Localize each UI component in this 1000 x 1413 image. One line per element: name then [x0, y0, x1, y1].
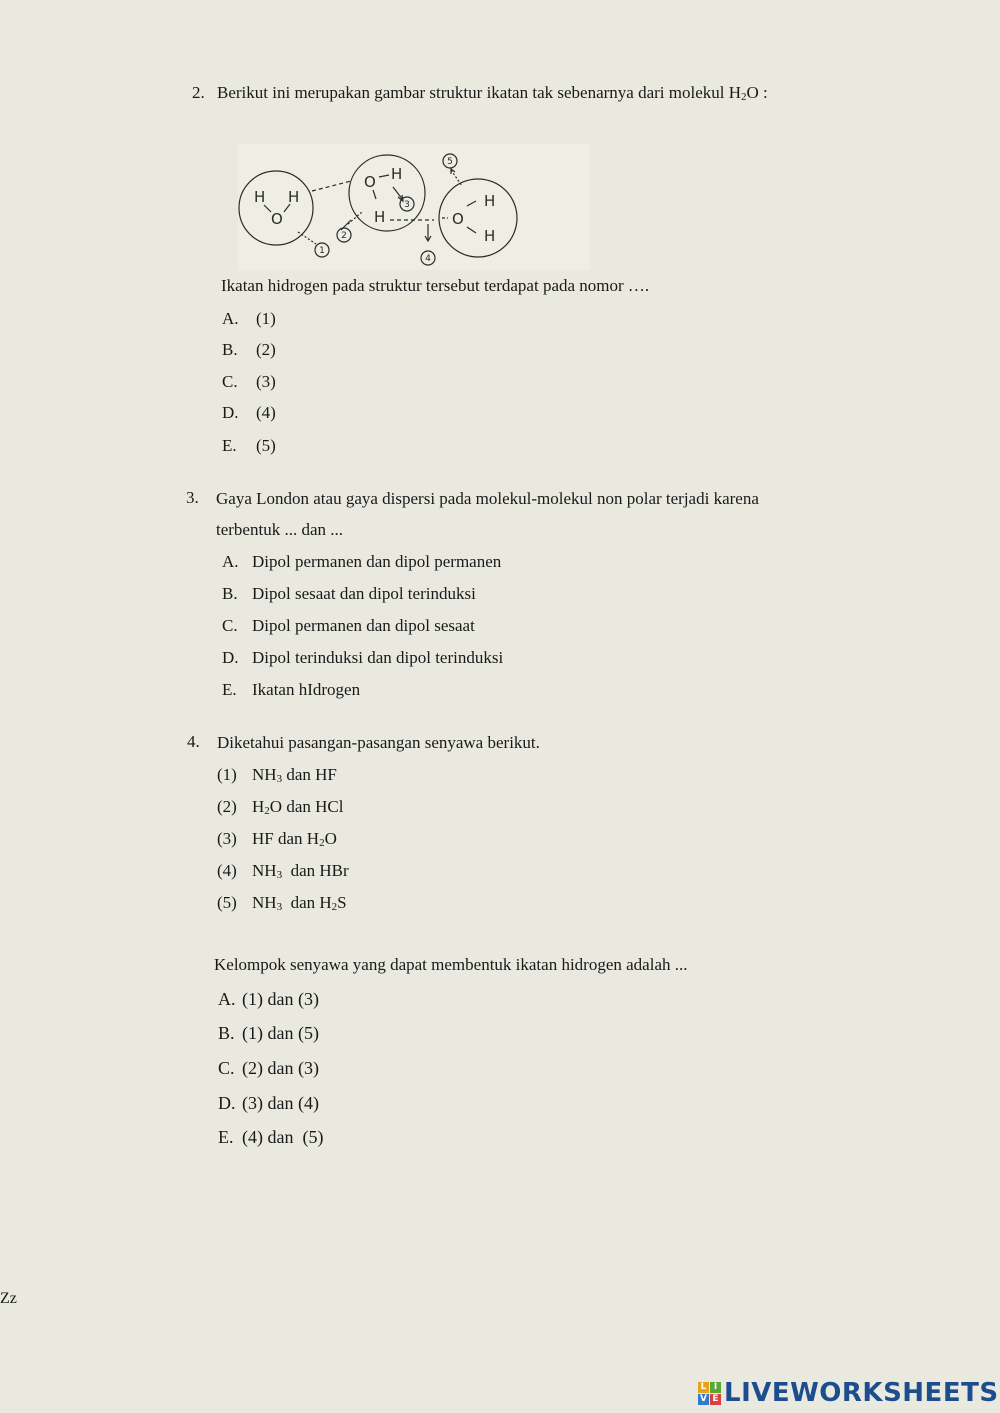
liveworksheets-logo[interactable]	[698, 1377, 999, 1409]
atom-o-middle: O	[364, 173, 376, 191]
q2-text-main: Berikut ini merupakan gambar struktur ikatan tak sebenarnya dari molekul H	[217, 83, 742, 102]
q4-option-b[interactable]: (1) dan (5)	[242, 1023, 319, 1043]
q2-option-e[interactable]: (5)	[256, 436, 276, 455]
logo-tiles-icon	[698, 1382, 721, 1405]
q2-number: 2.	[192, 83, 205, 102]
q3-option-b[interactable]: Dipol sesaat dan dipol terinduksi	[252, 584, 476, 603]
atom-h-middle-2: H	[374, 208, 386, 226]
logo-tile-e: E	[710, 1394, 721, 1405]
compound-a-tail: O	[269, 797, 283, 816]
callout-2: 2	[341, 231, 347, 241]
logo-tile-l: L	[698, 1382, 709, 1393]
q3-option-d[interactable]: Dipol terinduksi dan dipol terinduksi	[252, 648, 504, 667]
compound-a: NH	[252, 765, 277, 784]
q3-number: 3.	[186, 488, 199, 507]
compound-a: NH	[252, 861, 277, 880]
q4-pair-3	[252, 829, 337, 849]
callout-4: 4	[425, 254, 431, 264]
q2-option-b[interactable]: (2)	[256, 340, 276, 359]
compound-b-sub: 2	[319, 837, 325, 849]
atom-o-left: O	[271, 210, 283, 228]
compound-a-sub: 3	[276, 901, 283, 913]
q4-pair-3-num: (3)	[217, 829, 237, 848]
q4-option-d[interactable]: (3) dan (4)	[242, 1093, 319, 1113]
q4-option-e[interactable]: (4) dan (5)	[242, 1127, 324, 1147]
q2-option-e-letter: E.	[222, 436, 237, 455]
compound-a: NH	[252, 893, 277, 912]
atom-h-left-1: H	[254, 188, 266, 206]
q4-option-e-letter: E.	[218, 1127, 234, 1147]
atom-o-right: O	[452, 210, 464, 228]
pair-conjunction: dan	[282, 765, 316, 784]
h2o-diagram-svg	[238, 144, 590, 270]
q4-option-c-letter: C.	[218, 1058, 235, 1078]
compound-b: H	[306, 829, 320, 848]
compound-b-tail: S	[337, 893, 347, 912]
q4-text: Diketahui pasangan-pasangan senyawa berikut.	[217, 733, 540, 752]
q3-option-e-letter: E.	[222, 680, 237, 699]
callout-5: 5	[447, 157, 453, 167]
q2-option-a[interactable]: (1)	[256, 309, 276, 328]
q4-option-a[interactable]: (1) dan (3)	[242, 989, 319, 1009]
compound-b-sub: 2	[331, 901, 338, 913]
margin-note: Zz	[0, 1290, 17, 1307]
atom-h-right-2: H	[484, 227, 496, 245]
compound-b-tail: O	[324, 829, 337, 848]
atom-h-middle-1: H	[391, 165, 403, 183]
q4-pair-5-num: (5)	[217, 893, 237, 912]
q3-option-c-letter: C.	[222, 616, 238, 635]
q3-option-b-letter: B.	[222, 584, 238, 603]
q4-question: Kelompok senyawa yang dapat membentuk ikatan hidrogen adalah ...	[214, 955, 688, 974]
logo-text: LIVEWORKSHEETS	[724, 1378, 999, 1408]
compound-a-sub: 2	[264, 805, 270, 817]
compound-b: HCl	[315, 797, 344, 816]
callout-3: 3	[404, 200, 410, 210]
compound-a: HF	[252, 829, 274, 848]
pair-conjunction: dan	[282, 797, 316, 816]
q4-option-b-letter: B.	[218, 1023, 235, 1043]
q3-line1: Gaya London atau gaya dispersi pada molekul-molekul non polar terjadi karena	[216, 489, 759, 508]
compound-b: H	[319, 893, 332, 912]
q2-option-d-letter: D.	[222, 403, 239, 422]
logo-tile-v: V	[698, 1394, 709, 1405]
molecule-right-circle	[439, 179, 517, 257]
pair-conjunction: dan	[273, 829, 307, 848]
q2-option-b-letter: B.	[222, 340, 238, 359]
q3-option-a-letter: A.	[222, 552, 239, 571]
q4-pair-4-num: (4)	[217, 861, 237, 880]
q4-option-c[interactable]: (2) dan (3)	[242, 1058, 319, 1078]
atom-h-right-1: H	[484, 192, 496, 210]
q2-question: Ikatan hidrogen pada struktur tersebut terdapat pada nomor ….	[221, 276, 650, 295]
q2-option-a-letter: A.	[222, 309, 239, 328]
q3-option-d-letter: D.	[222, 648, 239, 667]
compound-a: H	[252, 797, 265, 816]
q4-pair-1	[252, 765, 337, 785]
q2-text-sub: 2	[741, 91, 747, 103]
q2-option-c[interactable]: (3)	[256, 372, 276, 391]
q4-pair-1-num: (1)	[217, 765, 237, 784]
atom-h-left-2: H	[288, 188, 300, 206]
callout-1: 1	[319, 246, 325, 256]
q2-option-d[interactable]: (4)	[256, 403, 276, 422]
q4-option-d-letter: D.	[218, 1093, 236, 1113]
q3-option-a[interactable]: Dipol permanen dan dipol permanen	[252, 552, 502, 571]
logo-tile-i: I	[710, 1382, 721, 1393]
compound-a-sub: 3	[276, 869, 283, 881]
q2-option-c-letter: C.	[222, 372, 238, 391]
q2-text	[217, 83, 768, 103]
q4-pair-4	[252, 861, 349, 881]
compound-b: HF	[315, 765, 337, 784]
q4-option-a-letter: A.	[218, 989, 236, 1009]
pair-conjunction: dan	[282, 893, 320, 912]
q3-line2: terbentuk ... dan ...	[216, 520, 343, 539]
h2o-diagram	[238, 144, 590, 270]
q3-option-e[interactable]: Ikatan hIdrogen	[252, 680, 361, 699]
q4-pair-2	[252, 797, 343, 817]
compound-a-sub: 3	[276, 773, 283, 785]
compound-b: HBr	[319, 861, 349, 880]
q4-pair-2-num: (2)	[217, 797, 237, 816]
q4-number: 4.	[187, 732, 200, 751]
pair-conjunction: dan	[282, 861, 320, 880]
q3-option-c[interactable]: Dipol permanen dan dipol sesaat	[252, 616, 475, 635]
q2-text-tail: O :	[746, 83, 768, 102]
q4-pair-5	[252, 893, 347, 913]
